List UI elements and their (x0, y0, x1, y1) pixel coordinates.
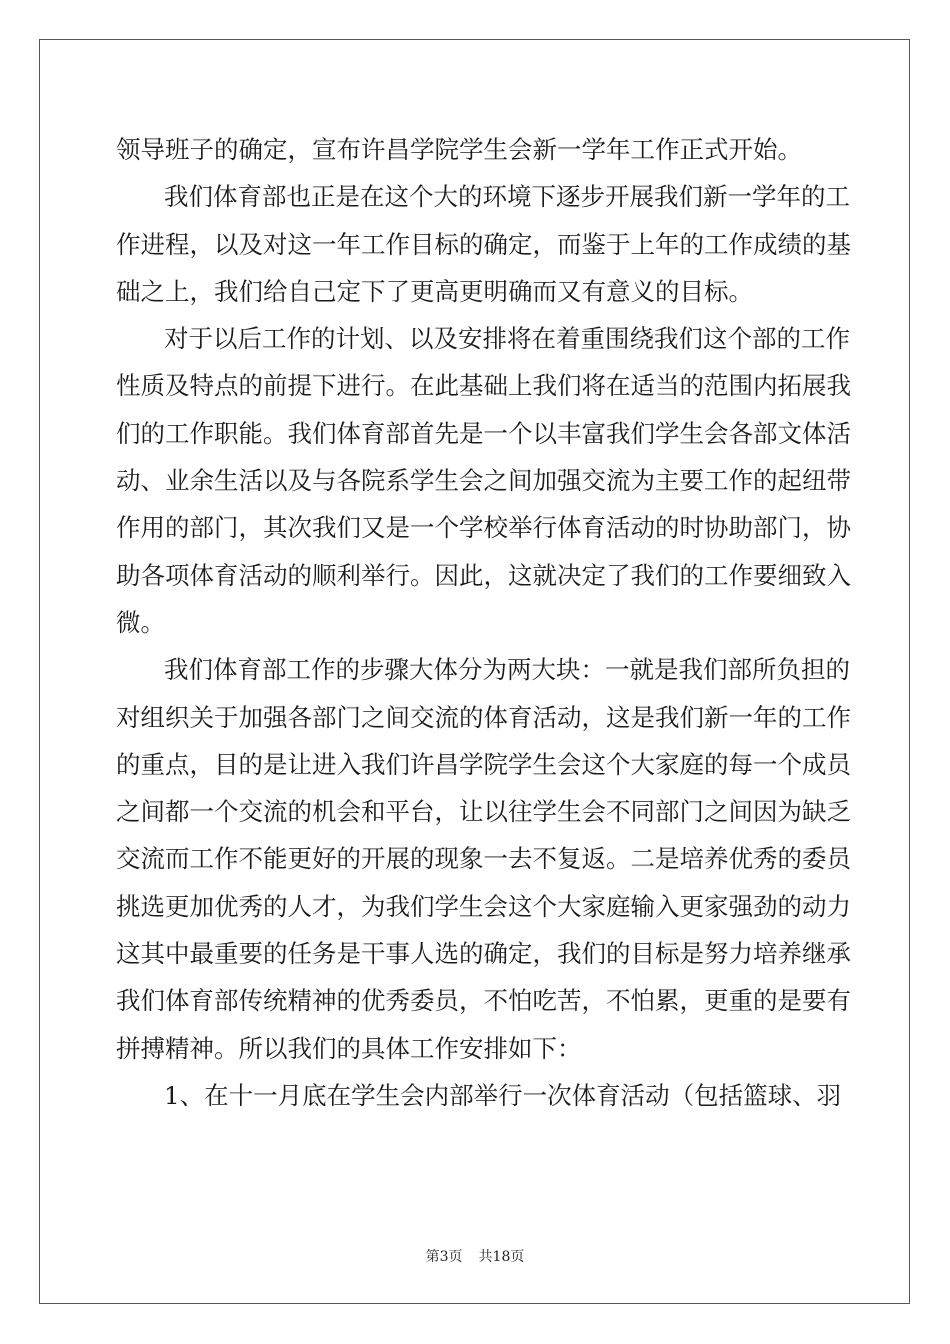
text-line: 微。 (116, 607, 165, 637)
text-line: 性质及特点的前提下进行。在此基础上我们将在适当的范围内拓展我 (116, 371, 851, 401)
page-footer (0, 1246, 950, 1266)
text-line: 动、业余生活以及与各院系学生会之间加强交流为主要工作的起纽带 (116, 466, 851, 496)
page-number: 第3页 (425, 1249, 463, 1265)
text-line: 作用的部门，其次我们又是一个学校举行体育活动的时协助部门，协 (116, 513, 851, 543)
text-line: 这其中最重要的任务是干事人选的确定，我们的目标是努力培养继承 (116, 939, 851, 969)
text-line: 作进程，以及对这一年工作目标的确定，而鉴于上年的工作成绩的基 (116, 229, 851, 259)
text-line: 交流而工作不能更好的开展的现象一去不复返。二是培养优秀的委员 (116, 844, 851, 874)
text-line: 拼搏精神。所以我们的具体工作安排如下： (116, 1033, 582, 1063)
text-line: 对组织关于加强各部门之间交流的体育活动，这是我们新一年的工作 (116, 702, 851, 732)
text-line: 领导班子的确定，宣布许昌学院学生会新一学年工作正式开始。 (116, 135, 802, 164)
text-line: 们的工作职能。我们体育部首先是一个以丰富我们学生会各部文体活 (116, 418, 851, 448)
text-line: 挑选更加优秀的人才，为我们学生会这个大家庭输入更家强劲的动力 (116, 891, 851, 921)
text-line: 础之上，我们给自己定下了更高更明确而又有意义的目标。 (116, 276, 753, 306)
text-line: 我们体育部传统精神的优秀委员，不怕吃苦，不怕累，更重的是要有 (116, 986, 851, 1016)
page-total: 共18页 (478, 1249, 525, 1265)
text-line: 之间都一个交流的机会和平台，让以往学生会不同部门之间因为缺乏 (116, 797, 851, 827)
paragraph-start-line: 我们体育部工作的步骤大体分为两大块：一就是我们部所负担的 (164, 655, 850, 685)
document-body (116, 126, 851, 1119)
text-line: 助各项体育活动的顺利举行。因此，这就决定了我们的工作要细致入 (116, 560, 851, 590)
paragraph-start-line: 我们体育部也正是在这个大的环境下逐步开展我们新一学年的工 (164, 182, 850, 212)
paragraph-start-line: 1、在十一月底在学生会内部举行一次体育活动（包括篮球、羽 (164, 1080, 842, 1110)
text-line: 的重点，目的是让进入我们许昌学院学生会这个大家庭的每一个成员 (116, 749, 851, 779)
paragraph-start-line: 对于以后工作的计划、以及安排将在着重围绕我们这个部的工作 (164, 324, 850, 354)
